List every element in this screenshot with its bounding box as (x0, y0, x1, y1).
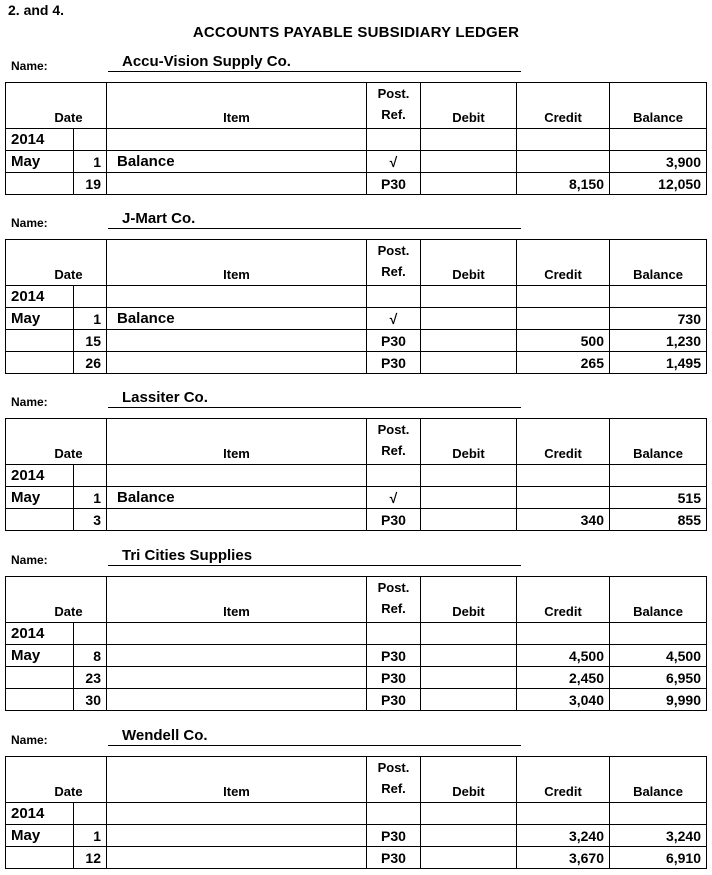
account-name: Accu-Vision Supply Co. (108, 53, 521, 72)
balance-cell: 1,495 (610, 352, 707, 374)
day-cell: 15 (74, 330, 107, 352)
header-balance: Balance (610, 577, 707, 623)
header-row (6, 83, 707, 129)
header-credit: Credit (517, 419, 610, 465)
post-ref-cell: P30 (367, 645, 421, 667)
header-debit: Debit (421, 419, 517, 465)
header-balance: Balance (610, 83, 707, 129)
header-credit: Credit (517, 240, 610, 286)
item-cell (107, 465, 367, 487)
balance-cell: 3,240 (610, 825, 707, 847)
balance-cell: 515 (610, 487, 707, 509)
ledger-table (5, 576, 707, 711)
credit-cell: 500 (517, 330, 610, 352)
ledger-table (5, 756, 707, 869)
header-balance: Balance (610, 419, 707, 465)
credit-cell (517, 286, 610, 308)
header-balance: Balance (610, 757, 707, 803)
header-date: Date (6, 419, 107, 465)
header-item: Item (107, 419, 367, 465)
table-row (6, 689, 707, 711)
balance-cell: 1,230 (610, 330, 707, 352)
balance-cell (610, 286, 707, 308)
month-cell (6, 689, 74, 711)
balance-cell: 6,950 (610, 667, 707, 689)
table-row (6, 825, 707, 847)
debit-cell (421, 129, 517, 151)
table-row (6, 352, 707, 374)
post-ref-cell (367, 803, 421, 825)
header-post: Post. (377, 243, 410, 258)
table-row (6, 667, 707, 689)
post-ref-cell: P30 (367, 330, 421, 352)
account-name: Wendell Co. (108, 727, 521, 746)
header-row (6, 757, 707, 803)
month-cell (6, 667, 74, 689)
credit-cell (517, 803, 610, 825)
balance-cell: 4,500 (610, 645, 707, 667)
header-debit: Debit (421, 757, 517, 803)
item-cell (107, 825, 367, 847)
header-post: Post. (377, 580, 410, 595)
credit-cell (517, 151, 610, 173)
header-post-ref (367, 419, 421, 465)
debit-cell (421, 330, 517, 352)
header-row (6, 240, 707, 286)
year-cell: 2014 (6, 465, 74, 487)
debit-cell (421, 286, 517, 308)
header-debit: Debit (421, 240, 517, 286)
month-cell: May (6, 308, 74, 330)
account-name-row (5, 547, 706, 575)
post-ref-cell: P30 (367, 352, 421, 374)
balance-cell: 730 (610, 308, 707, 330)
header-credit: Credit (517, 83, 610, 129)
month-cell (6, 847, 74, 869)
debit-cell (421, 689, 517, 711)
day-cell (74, 465, 107, 487)
month-cell: May (6, 487, 74, 509)
year-row (6, 129, 707, 151)
credit-cell (517, 308, 610, 330)
item-cell: Balance (107, 151, 367, 173)
account-name-row (5, 53, 706, 81)
section-number: 2. and 4. (8, 2, 65, 18)
ledger-table (5, 418, 707, 531)
header-date: Date (6, 83, 107, 129)
post-ref-cell: P30 (367, 173, 421, 195)
debit-cell (421, 847, 517, 869)
month-cell (6, 173, 74, 195)
header-item: Item (107, 757, 367, 803)
post-ref-cell: √ (367, 151, 421, 173)
credit-cell: 340 (517, 509, 610, 531)
year-row (6, 803, 707, 825)
account-name: Tri Cities Supplies (108, 547, 521, 566)
month-cell: May (6, 645, 74, 667)
header-date: Date (6, 240, 107, 286)
name-label: Name: (11, 395, 48, 409)
day-cell (74, 129, 107, 151)
year-cell: 2014 (6, 803, 74, 825)
credit-cell: 3,240 (517, 825, 610, 847)
day-cell: 30 (74, 689, 107, 711)
month-cell (6, 509, 74, 531)
month-cell: May (6, 151, 74, 173)
ledger-title: ACCOUNTS PAYABLE SUBSIDIARY LEDGER (192, 24, 520, 41)
day-cell: 3 (74, 509, 107, 531)
debit-cell (421, 352, 517, 374)
ledger-table (5, 82, 707, 195)
debit-cell (421, 667, 517, 689)
header-debit: Debit (421, 577, 517, 623)
day-cell (74, 803, 107, 825)
day-cell: 12 (74, 847, 107, 869)
account-name-row (5, 389, 706, 417)
debit-cell (421, 509, 517, 531)
debit-cell (421, 465, 517, 487)
debit-cell (421, 825, 517, 847)
header-ref: Ref. (381, 601, 406, 616)
account-name-row (5, 210, 706, 238)
day-cell: 1 (74, 308, 107, 330)
post-ref-cell: P30 (367, 689, 421, 711)
header-date: Date (6, 577, 107, 623)
header-row (6, 419, 707, 465)
balance-cell: 9,990 (610, 689, 707, 711)
ledger-table (5, 239, 707, 374)
credit-cell: 3,670 (517, 847, 610, 869)
balance-cell (610, 803, 707, 825)
balance-cell (610, 129, 707, 151)
item-cell (107, 667, 367, 689)
credit-cell (517, 623, 610, 645)
item-cell (107, 847, 367, 869)
debit-cell (421, 308, 517, 330)
month-cell (6, 352, 74, 374)
header-ref: Ref. (381, 264, 406, 279)
year-cell: 2014 (6, 623, 74, 645)
credit-cell: 3,040 (517, 689, 610, 711)
table-row (6, 330, 707, 352)
name-label: Name: (11, 553, 48, 567)
header-credit: Credit (517, 577, 610, 623)
item-cell (107, 645, 367, 667)
header-item: Item (107, 240, 367, 286)
post-ref-cell (367, 129, 421, 151)
year-row (6, 465, 707, 487)
item-cell (107, 286, 367, 308)
post-ref-cell: P30 (367, 509, 421, 531)
balance-cell (610, 623, 707, 645)
item-cell (107, 803, 367, 825)
table-row (6, 151, 707, 173)
day-cell: 1 (74, 825, 107, 847)
table-row (6, 509, 707, 531)
day-cell (74, 286, 107, 308)
post-ref-cell (367, 465, 421, 487)
item-cell (107, 352, 367, 374)
name-label: Name: (11, 59, 48, 73)
item-cell: Balance (107, 308, 367, 330)
post-ref-cell: √ (367, 487, 421, 509)
year-row (6, 286, 707, 308)
account-name: Lassiter Co. (108, 389, 521, 408)
credit-cell: 2,450 (517, 667, 610, 689)
item-cell (107, 623, 367, 645)
item-cell (107, 330, 367, 352)
table-row (6, 847, 707, 869)
credit-cell: 4,500 (517, 645, 610, 667)
day-cell: 23 (74, 667, 107, 689)
header-item: Item (107, 83, 367, 129)
header-ref: Ref. (381, 781, 406, 796)
item-cell (107, 689, 367, 711)
name-label: Name: (11, 216, 48, 230)
day-cell: 26 (74, 352, 107, 374)
header-item: Item (107, 577, 367, 623)
day-cell: 1 (74, 151, 107, 173)
balance-cell (610, 465, 707, 487)
header-balance: Balance (610, 240, 707, 286)
item-cell (107, 129, 367, 151)
month-cell (6, 330, 74, 352)
balance-cell: 3,900 (610, 151, 707, 173)
name-label: Name: (11, 733, 48, 747)
ledger-account (5, 727, 706, 866)
ledger-account (5, 210, 706, 371)
debit-cell (421, 803, 517, 825)
header-ref: Ref. (381, 443, 406, 458)
year-cell: 2014 (6, 286, 74, 308)
credit-cell: 8,150 (517, 173, 610, 195)
post-ref-cell (367, 623, 421, 645)
header-date: Date (6, 757, 107, 803)
table-row (6, 173, 707, 195)
header-post-ref (367, 83, 421, 129)
debit-cell (421, 623, 517, 645)
month-cell: May (6, 825, 74, 847)
table-row (6, 645, 707, 667)
day-cell (74, 623, 107, 645)
header-post-ref (367, 240, 421, 286)
item-cell (107, 173, 367, 195)
debit-cell (421, 487, 517, 509)
year-row (6, 623, 707, 645)
ledger-account (5, 389, 706, 528)
header-post: Post. (377, 422, 410, 437)
day-cell: 1 (74, 487, 107, 509)
credit-cell (517, 465, 610, 487)
table-row (6, 308, 707, 330)
header-credit: Credit (517, 757, 610, 803)
post-ref-cell: P30 (367, 825, 421, 847)
balance-cell: 6,910 (610, 847, 707, 869)
credit-cell (517, 487, 610, 509)
debit-cell (421, 173, 517, 195)
item-cell: Balance (107, 487, 367, 509)
day-cell: 8 (74, 645, 107, 667)
credit-cell (517, 129, 610, 151)
header-ref: Ref. (381, 107, 406, 122)
account-name: J-Mart Co. (108, 210, 521, 229)
ledger-account (5, 53, 706, 192)
header-post: Post. (377, 86, 410, 101)
header-post-ref (367, 757, 421, 803)
header-post: Post. (377, 760, 410, 775)
table-row (6, 487, 707, 509)
post-ref-cell: P30 (367, 667, 421, 689)
credit-cell: 265 (517, 352, 610, 374)
debit-cell (421, 645, 517, 667)
year-cell: 2014 (6, 129, 74, 151)
header-post-ref (367, 577, 421, 623)
account-name-row (5, 727, 706, 755)
item-cell (107, 509, 367, 531)
header-debit: Debit (421, 83, 517, 129)
header-row (6, 577, 707, 623)
balance-cell: 12,050 (610, 173, 707, 195)
post-ref-cell: P30 (367, 847, 421, 869)
day-cell: 19 (74, 173, 107, 195)
debit-cell (421, 151, 517, 173)
post-ref-cell: √ (367, 308, 421, 330)
ledger-account (5, 547, 706, 708)
balance-cell: 855 (610, 509, 707, 531)
post-ref-cell (367, 286, 421, 308)
